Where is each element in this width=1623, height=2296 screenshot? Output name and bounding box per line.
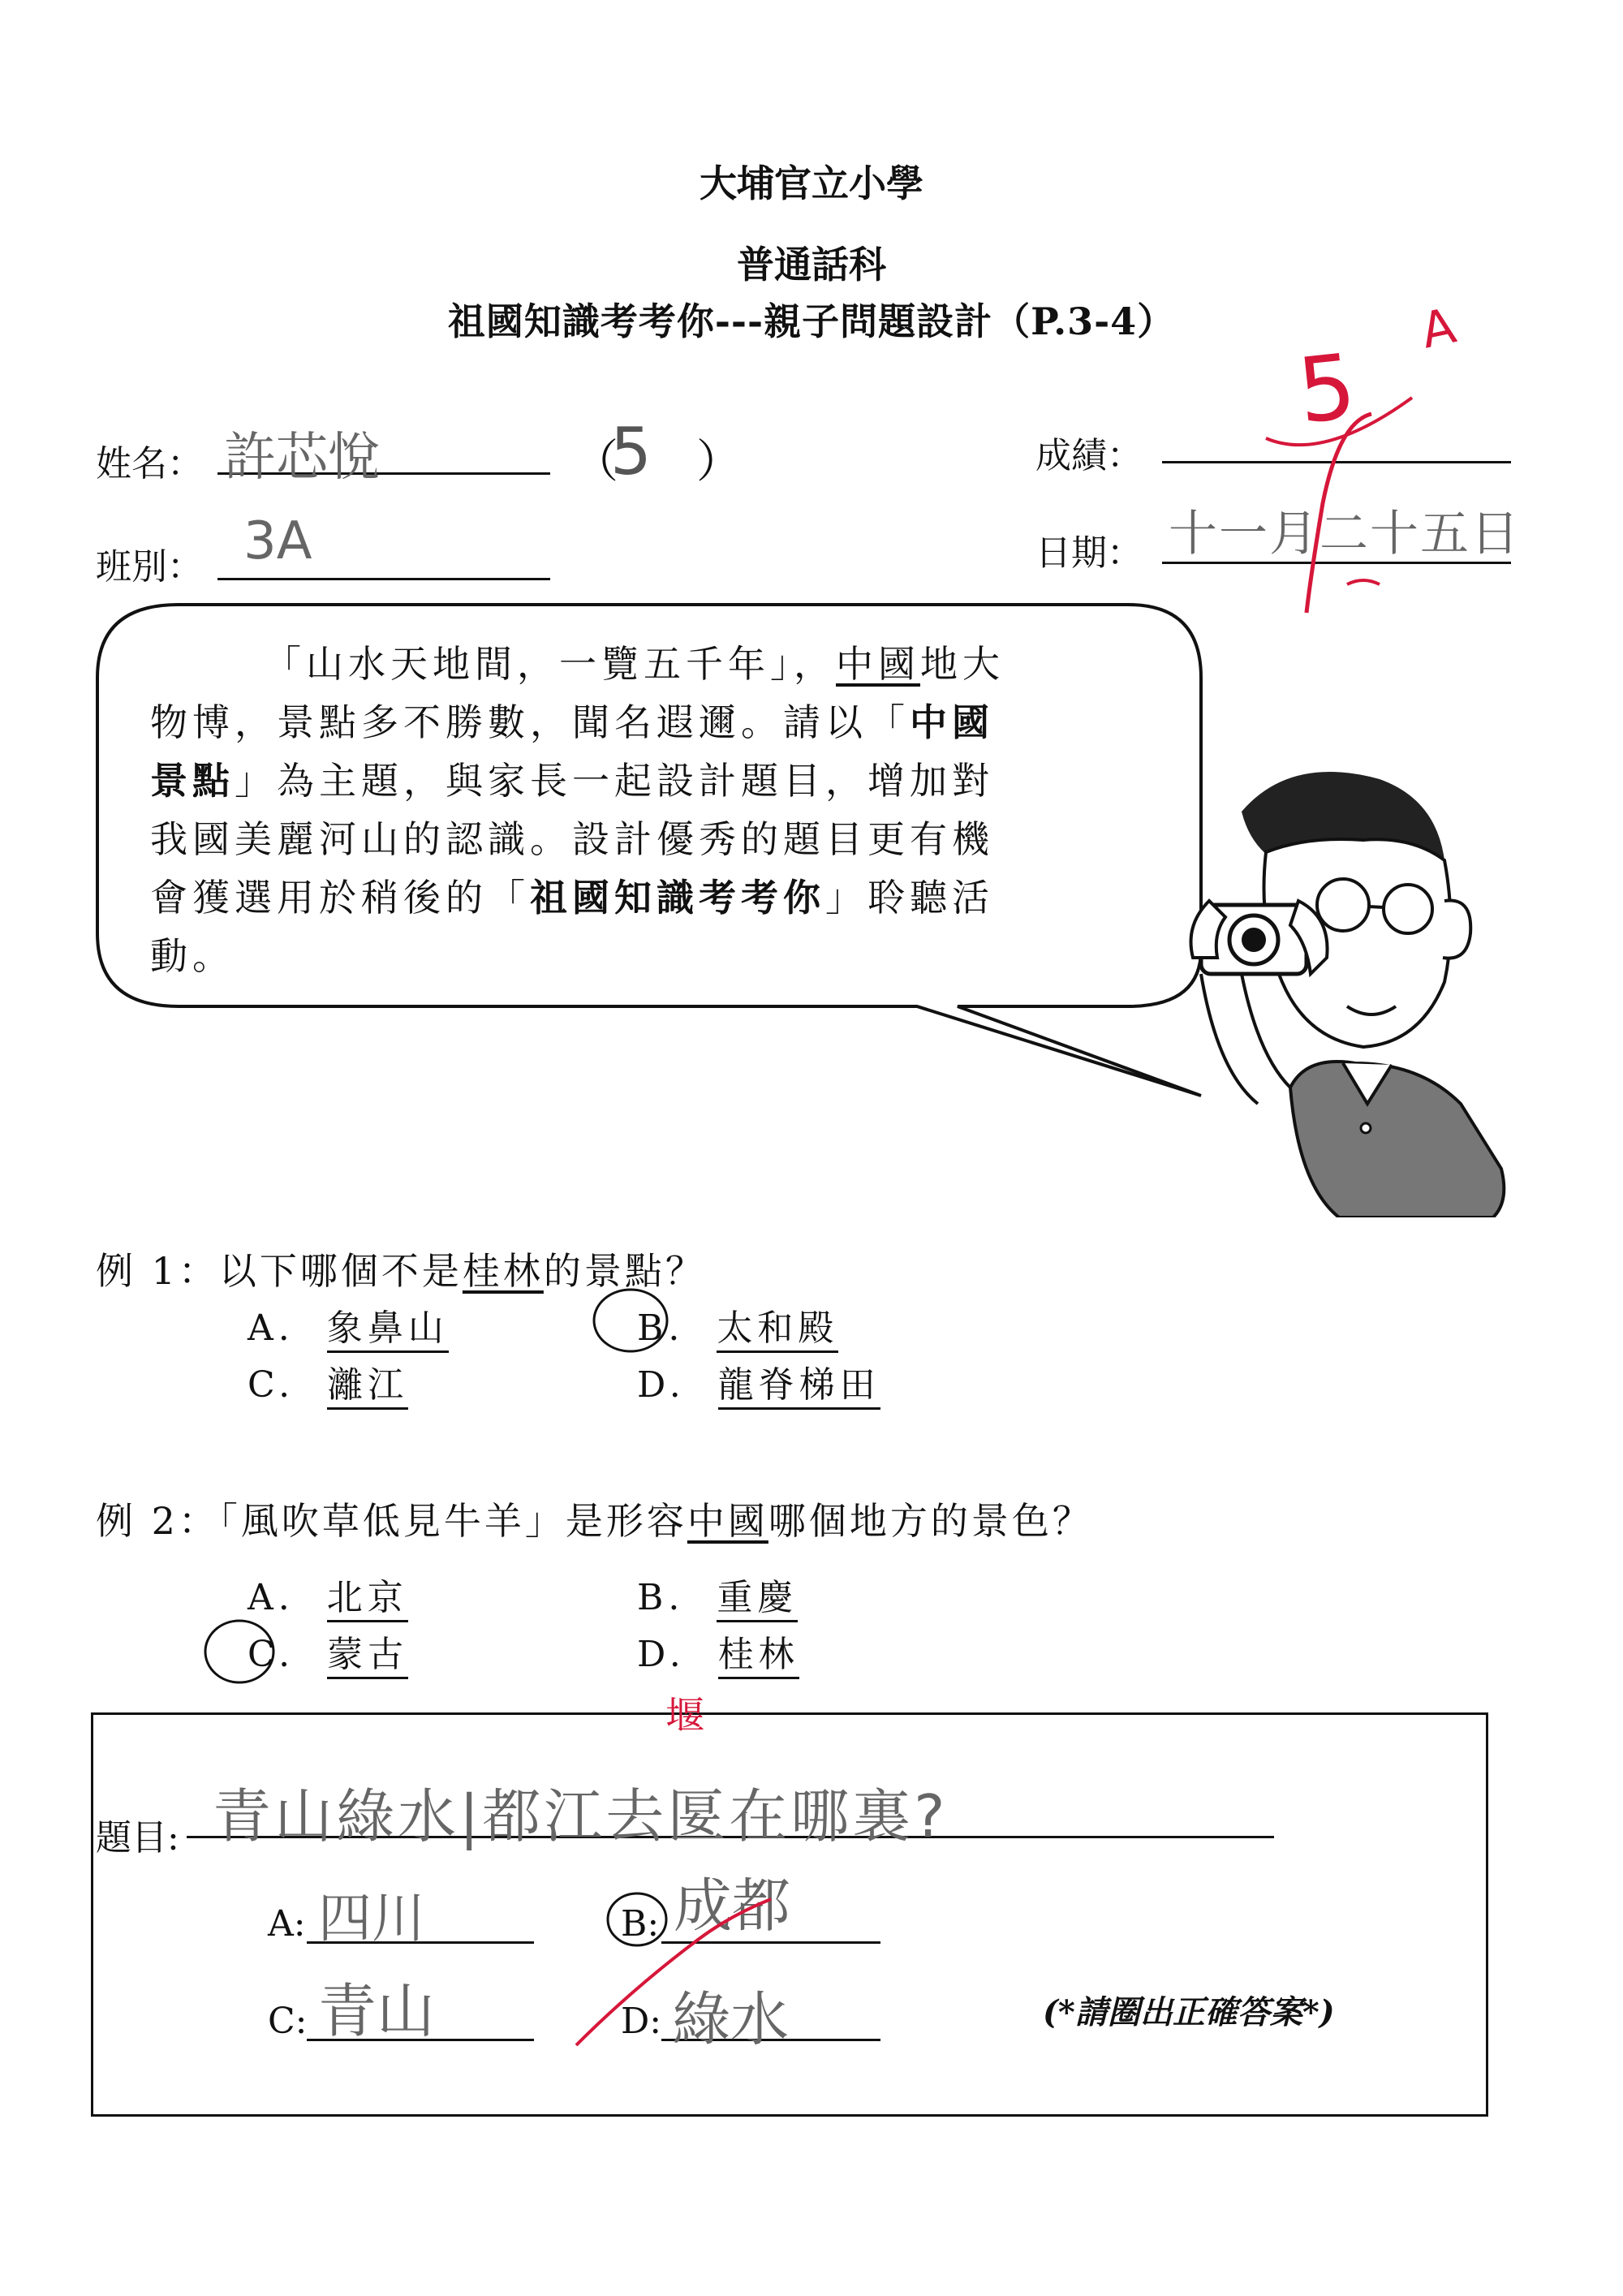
option-letter: C. xyxy=(248,1364,295,1406)
example2-option-a xyxy=(248,1568,408,1620)
answer-option-a-value[interactable]: 四川 xyxy=(318,1887,425,1949)
instruction-note: (*請圈出正確答案*) xyxy=(1043,1993,1335,2031)
date-label: 日期： xyxy=(1035,532,1143,574)
instruction-keyword-china: 中國 xyxy=(836,642,920,686)
answer-option-c-letter: C: xyxy=(268,2001,308,2042)
answer-circle-icon xyxy=(586,1284,675,1357)
instruction-line-6: 動。 xyxy=(150,934,235,978)
example1-keyword: 桂林 xyxy=(462,1249,544,1293)
number-close: ） xyxy=(696,436,742,489)
instruction-text xyxy=(150,635,1108,985)
subject-title: 普通話科 xyxy=(737,243,886,286)
number-open: （ xyxy=(573,436,618,489)
instruction-line-1: 「山水天地間，一覽五千年」， xyxy=(264,642,836,686)
example2-keyword: 中國 xyxy=(687,1499,768,1543)
instruction-line-1-end: 地大 xyxy=(920,642,1005,686)
option-text: 灕江 xyxy=(327,1364,408,1410)
class-value[interactable]: 3A xyxy=(243,511,312,571)
example2-option-d xyxy=(637,1625,799,1677)
grade-mark: A xyxy=(1416,297,1461,360)
answer-circle-icon xyxy=(199,1615,280,1688)
photographer-illustration-icon xyxy=(1169,763,1509,1217)
option-letter: D. xyxy=(637,1634,686,1675)
name-label: 姓名： xyxy=(96,443,203,485)
option-letter: B. xyxy=(637,1577,685,1618)
option-text: 太和殿 xyxy=(717,1307,838,1353)
question-label: 題目: xyxy=(96,1817,179,1859)
answer-option-b-value[interactable]: 成都 xyxy=(674,1872,791,1940)
option-text: 北京 xyxy=(327,1577,408,1622)
answer-option-d-value[interactable]: 綠水 xyxy=(672,1985,790,2053)
option-text: 桂林 xyxy=(718,1634,799,1679)
class-number-value[interactable]: 5 xyxy=(610,414,652,489)
option-text: 蒙古 xyxy=(327,1634,408,1679)
example1-option-a xyxy=(248,1299,449,1350)
instruction-line-4: 我國美麗河山的認識。設計優秀的題目更有機 xyxy=(150,817,994,861)
instruction-line-5: 會獲選用於稍後的「 xyxy=(150,876,530,920)
name-value[interactable]: 許芯悅 xyxy=(224,428,380,488)
option-text: 龍脊梯田 xyxy=(718,1364,880,1410)
grade-slash-icon xyxy=(1250,341,1428,617)
example1-option-d xyxy=(637,1355,880,1407)
score-value: 5 xyxy=(1293,334,1361,444)
option-letter: C. xyxy=(248,1634,295,1675)
instruction-line-5-end: 」聆聽活 xyxy=(825,876,994,920)
date-value[interactable]: 十一月二十五日 xyxy=(1169,506,1521,562)
option-letter: D. xyxy=(637,1364,686,1406)
answer-option-a-letter: A: xyxy=(268,1903,306,1945)
class-label: 班別： xyxy=(96,546,203,588)
instruction-keyword-bold: 中國 xyxy=(910,700,994,744)
answer-option-c-value[interactable]: 青山 xyxy=(318,1977,436,2045)
example2-suffix: 哪個地方的景色？ xyxy=(768,1499,1093,1543)
option-letter: B. xyxy=(637,1307,685,1349)
example2-option-b xyxy=(637,1568,798,1620)
instruction-line-3: 」為主題，與家長一起設計題目，增加對 xyxy=(235,759,994,803)
instruction-activity-name: 祖國知識考考你 xyxy=(530,876,825,920)
option-text: 重慶 xyxy=(717,1577,798,1622)
answer-option-d-letter: D: xyxy=(621,2001,662,2042)
correction-mark: 堰 xyxy=(665,1693,705,1738)
option-text: 象鼻山 xyxy=(327,1307,449,1353)
instruction-keyword-spots: 景點 xyxy=(150,759,235,803)
option-letter: A. xyxy=(248,1307,295,1349)
instruction-line-2: 物博，景點多不勝數，聞名遐邇。請以「 xyxy=(150,700,910,744)
answer-option-b-letter: B: xyxy=(621,1903,660,1945)
example1-prefix: 例 1：以下哪個不是 xyxy=(96,1249,463,1293)
school-name: 大埔官立小學 xyxy=(700,162,923,205)
red-check-stroke-icon xyxy=(568,1891,779,2053)
example2-prefix: 例 2：「風吹草低見牛羊」是形容 xyxy=(96,1499,687,1543)
question-value[interactable]: 青山綠水|都江去匽在哪裏? xyxy=(213,1782,949,1850)
example1-option-c xyxy=(248,1355,408,1407)
class-line xyxy=(217,578,550,580)
score-label: 成績： xyxy=(1035,435,1143,476)
worksheet-title: 祖國知識考考你---親子問題設計（P.3-4） xyxy=(447,299,1176,343)
example2-question xyxy=(96,1492,1093,1545)
example1-suffix: 的景點？ xyxy=(543,1249,706,1293)
option-letter: A. xyxy=(248,1577,295,1618)
